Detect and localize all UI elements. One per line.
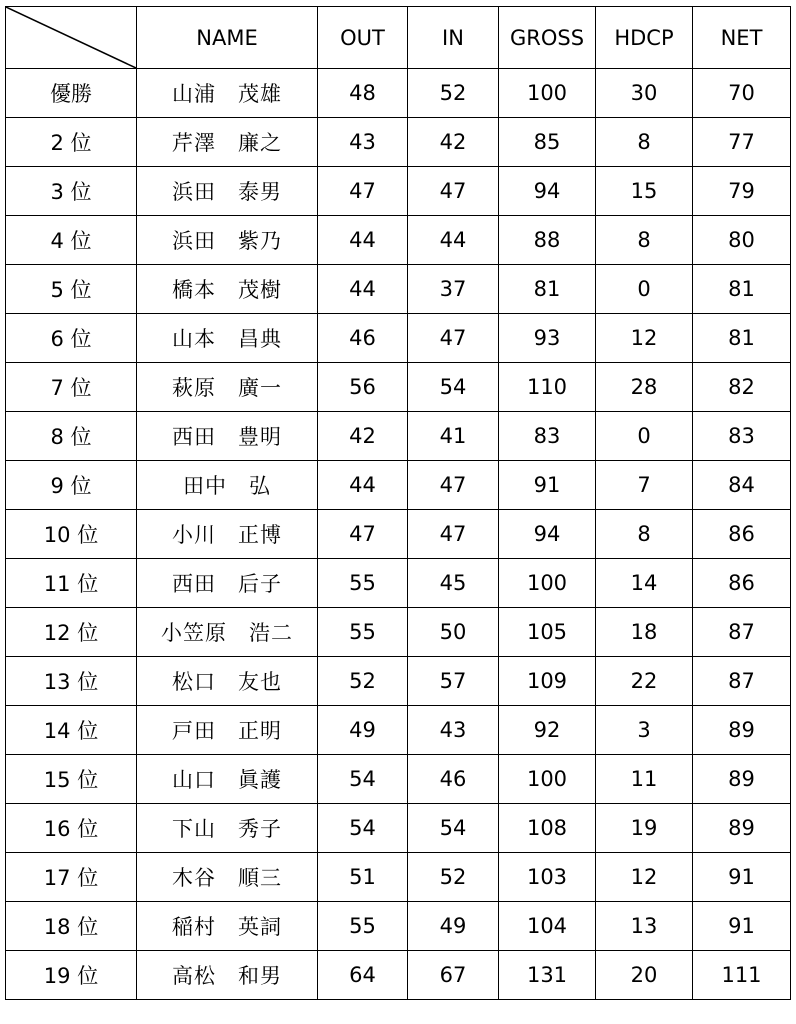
out-cell: 47	[318, 167, 408, 216]
table-row	[6, 118, 791, 167]
rank-cell: 13 位	[6, 657, 137, 706]
out-cell: 56	[318, 363, 408, 412]
name-cell: 山本 昌典	[137, 314, 318, 363]
hdcp-cell: 0	[596, 265, 693, 314]
rank-cell: 優勝	[6, 69, 137, 118]
name-cell: 戸田 正明	[137, 706, 318, 755]
rank-cell: 12 位	[6, 608, 137, 657]
gross-cell: 81	[499, 265, 596, 314]
net-cell: 91	[693, 902, 791, 951]
header-hdcp: HDCP	[596, 7, 693, 69]
table-row	[6, 706, 791, 755]
out-cell: 54	[318, 755, 408, 804]
out-cell: 51	[318, 853, 408, 902]
out-cell: 54	[318, 804, 408, 853]
gross-cell: 94	[499, 510, 596, 559]
name-cell: 田中 弘	[137, 461, 318, 510]
hdcp-cell: 11	[596, 755, 693, 804]
table-row	[6, 461, 791, 510]
rank-cell: 6 位	[6, 314, 137, 363]
net-cell: 87	[693, 608, 791, 657]
diagonal-slash-icon	[6, 7, 136, 68]
header-gross: GROSS	[499, 7, 596, 69]
table-row	[6, 853, 791, 902]
header-net: NET	[693, 7, 791, 69]
gross-cell: 94	[499, 167, 596, 216]
gross-cell: 108	[499, 804, 596, 853]
in-cell: 57	[408, 657, 499, 706]
gross-cell: 88	[499, 216, 596, 265]
hdcp-cell: 18	[596, 608, 693, 657]
table-row	[6, 755, 791, 804]
table-row	[6, 510, 791, 559]
hdcp-cell: 12	[596, 853, 693, 902]
results-table	[5, 6, 791, 1000]
in-cell: 46	[408, 755, 499, 804]
name-cell: 山浦 茂雄	[137, 69, 318, 118]
table-row	[6, 69, 791, 118]
gross-cell: 103	[499, 853, 596, 902]
in-cell: 43	[408, 706, 499, 755]
gross-cell: 92	[499, 706, 596, 755]
out-cell: 44	[318, 265, 408, 314]
net-cell: 70	[693, 69, 791, 118]
out-cell: 43	[318, 118, 408, 167]
hdcp-cell: 13	[596, 902, 693, 951]
header-row	[6, 7, 791, 69]
rank-cell: 15 位	[6, 755, 137, 804]
in-cell: 47	[408, 167, 499, 216]
table-row	[6, 804, 791, 853]
hdcp-cell: 0	[596, 412, 693, 461]
table-row	[6, 951, 791, 1000]
table-row	[6, 216, 791, 265]
name-cell: 小笠原 浩二	[137, 608, 318, 657]
hdcp-cell: 12	[596, 314, 693, 363]
in-cell: 47	[408, 461, 499, 510]
net-cell: 86	[693, 559, 791, 608]
rank-cell: 5 位	[6, 265, 137, 314]
hdcp-cell: 8	[596, 118, 693, 167]
net-cell: 82	[693, 363, 791, 412]
in-cell: 52	[408, 853, 499, 902]
name-cell: 松口 友也	[137, 657, 318, 706]
hdcp-cell: 7	[596, 461, 693, 510]
name-cell: 小川 正博	[137, 510, 318, 559]
hdcp-cell: 30	[596, 69, 693, 118]
gross-cell: 110	[499, 363, 596, 412]
header-name: NAME	[137, 7, 318, 69]
in-cell: 42	[408, 118, 499, 167]
table-row	[6, 265, 791, 314]
table-row	[6, 167, 791, 216]
table-row	[6, 559, 791, 608]
gross-cell: 85	[499, 118, 596, 167]
net-cell: 89	[693, 755, 791, 804]
table-row	[6, 657, 791, 706]
name-cell: 西田 豊明	[137, 412, 318, 461]
name-cell: 浜田 泰男	[137, 167, 318, 216]
in-cell: 47	[408, 510, 499, 559]
hdcp-cell: 14	[596, 559, 693, 608]
out-cell: 44	[318, 216, 408, 265]
name-cell: 高松 和男	[137, 951, 318, 1000]
table-row	[6, 902, 791, 951]
rank-cell: 16 位	[6, 804, 137, 853]
in-cell: 54	[408, 804, 499, 853]
in-cell: 41	[408, 412, 499, 461]
name-cell: 稲村 英詞	[137, 902, 318, 951]
net-cell: 89	[693, 706, 791, 755]
net-cell: 84	[693, 461, 791, 510]
net-cell: 81	[693, 314, 791, 363]
gross-cell: 91	[499, 461, 596, 510]
rank-cell: 7 位	[6, 363, 137, 412]
name-cell: 浜田 紫乃	[137, 216, 318, 265]
gross-cell: 105	[499, 608, 596, 657]
gross-cell: 100	[499, 69, 596, 118]
net-cell: 81	[693, 265, 791, 314]
gross-cell: 131	[499, 951, 596, 1000]
name-cell: 山口 眞護	[137, 755, 318, 804]
in-cell: 50	[408, 608, 499, 657]
gross-cell: 100	[499, 755, 596, 804]
rank-cell: 19 位	[6, 951, 137, 1000]
net-cell: 91	[693, 853, 791, 902]
rank-cell: 8 位	[6, 412, 137, 461]
out-cell: 42	[318, 412, 408, 461]
name-cell: 木谷 順三	[137, 853, 318, 902]
net-cell: 77	[693, 118, 791, 167]
hdcp-cell: 8	[596, 510, 693, 559]
out-cell: 64	[318, 951, 408, 1000]
name-cell: 下山 秀子	[137, 804, 318, 853]
out-cell: 55	[318, 902, 408, 951]
in-cell: 54	[408, 363, 499, 412]
in-cell: 47	[408, 314, 499, 363]
name-cell: 萩原 廣一	[137, 363, 318, 412]
rank-cell: 9 位	[6, 461, 137, 510]
out-cell: 49	[318, 706, 408, 755]
hdcp-cell: 28	[596, 363, 693, 412]
out-cell: 46	[318, 314, 408, 363]
rank-cell: 3 位	[6, 167, 137, 216]
in-cell: 52	[408, 69, 499, 118]
in-cell: 45	[408, 559, 499, 608]
header-out: OUT	[318, 7, 408, 69]
rank-cell: 11 位	[6, 559, 137, 608]
rank-cell: 10 位	[6, 510, 137, 559]
in-cell: 37	[408, 265, 499, 314]
table-row	[6, 314, 791, 363]
hdcp-cell: 20	[596, 951, 693, 1000]
in-cell: 44	[408, 216, 499, 265]
out-cell: 48	[318, 69, 408, 118]
gross-cell: 109	[499, 657, 596, 706]
table-row	[6, 363, 791, 412]
hdcp-cell: 19	[596, 804, 693, 853]
name-cell: 芹澤 廉之	[137, 118, 318, 167]
net-cell: 80	[693, 216, 791, 265]
name-cell: 橋本 茂樹	[137, 265, 318, 314]
header-in: IN	[408, 7, 499, 69]
net-cell: 83	[693, 412, 791, 461]
rank-cell: 4 位	[6, 216, 137, 265]
name-cell: 西田 后子	[137, 559, 318, 608]
gross-cell: 100	[499, 559, 596, 608]
corner-cell	[6, 7, 137, 69]
in-cell: 67	[408, 951, 499, 1000]
rank-cell: 18 位	[6, 902, 137, 951]
net-cell: 111	[693, 951, 791, 1000]
gross-cell: 104	[499, 902, 596, 951]
hdcp-cell: 3	[596, 706, 693, 755]
hdcp-cell: 8	[596, 216, 693, 265]
rank-cell: 17 位	[6, 853, 137, 902]
rank-cell: 14 位	[6, 706, 137, 755]
net-cell: 89	[693, 804, 791, 853]
out-cell: 55	[318, 608, 408, 657]
out-cell: 55	[318, 559, 408, 608]
net-cell: 87	[693, 657, 791, 706]
out-cell: 52	[318, 657, 408, 706]
rank-cell: 2 位	[6, 118, 137, 167]
out-cell: 44	[318, 461, 408, 510]
gross-cell: 93	[499, 314, 596, 363]
hdcp-cell: 15	[596, 167, 693, 216]
table-row	[6, 412, 791, 461]
out-cell: 47	[318, 510, 408, 559]
in-cell: 49	[408, 902, 499, 951]
hdcp-cell: 22	[596, 657, 693, 706]
net-cell: 86	[693, 510, 791, 559]
table-row	[6, 608, 791, 657]
net-cell: 79	[693, 167, 791, 216]
gross-cell: 83	[499, 412, 596, 461]
